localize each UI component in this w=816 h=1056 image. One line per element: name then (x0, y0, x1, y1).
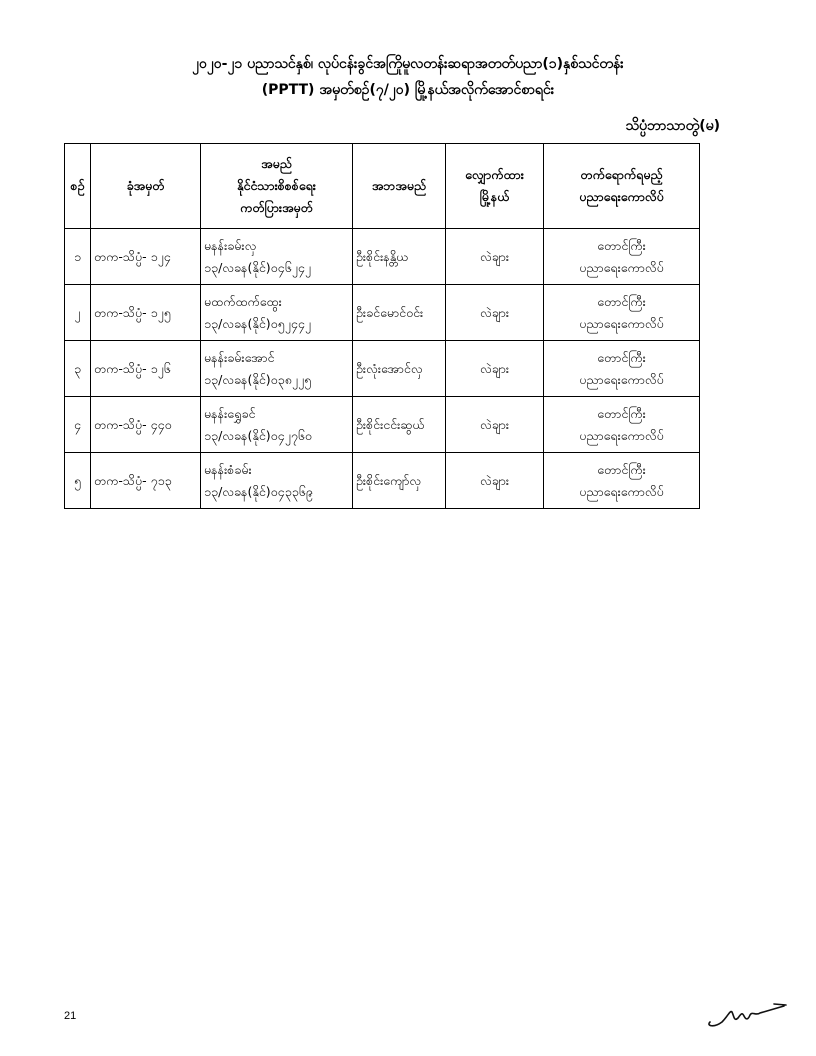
column-header-line: အမည် (261, 156, 292, 171)
serial-cell: ၃ (65, 341, 91, 397)
table-row (65, 341, 700, 397)
college-city: တောင်ကြီး (597, 237, 646, 253)
college-cell (544, 341, 700, 397)
nrc-number: ၁၃/လခန(နိုင်)၀၄၆၂၄၂ (204, 259, 312, 275)
column-header (353, 144, 446, 229)
father-name-cell: ဦးလုံးအောင်လှ (353, 341, 446, 397)
student-name: မနန်းစံခမ်း (204, 461, 252, 477)
table-row (65, 229, 700, 285)
column-header (91, 144, 201, 229)
table-row (65, 397, 700, 453)
name-nrc-cell (201, 453, 353, 509)
column-header-line: စဉ် (70, 178, 85, 193)
column-header (201, 144, 353, 229)
roll-number-cell: တက-သိပ္ပံ- ၁၂၅ (91, 285, 201, 341)
township-cell: လဲချား (446, 453, 544, 509)
results-table (64, 143, 700, 509)
student-name: မနန်းရွှေခင် (204, 405, 256, 421)
subject-group-label: သိပ္ပံဘာသာတွဲ(မ) (625, 118, 720, 134)
column-header (65, 144, 91, 229)
township-cell: လဲချား (446, 285, 544, 341)
college-cell (544, 453, 700, 509)
roll-number-cell: တက-သိပ္ပံ- ၄၄၀ (91, 397, 201, 453)
father-name-cell: ဦးစိုင်းငင်းဆွယ် (353, 397, 446, 453)
table-row (65, 453, 700, 509)
nrc-number: ၁၃/လခန(နိုင်)၀၃၈၂၂၅ (204, 371, 312, 387)
college-type: ပညာရေးကောလိပ် (579, 483, 664, 499)
serial-cell: ၁ (65, 229, 91, 285)
township-cell: လဲချား (446, 229, 544, 285)
column-header-line: လျှောက်ထား (465, 167, 524, 182)
college-city: တောင်ကြီး (597, 293, 646, 309)
father-name-cell: ဦးစိုင်းနန္တိယ (353, 229, 446, 285)
college-cell (544, 285, 700, 341)
nrc-number: ၁၃/လခန(နိုင်)၀၄၂၇၆၀ (204, 427, 312, 443)
roll-number-cell: တက-သိပ္ပံ- ၇၁၃ (91, 453, 201, 509)
column-header-line: ခုံအမှတ် (126, 178, 165, 193)
township-cell: လဲချား (446, 397, 544, 453)
table-row (65, 285, 700, 341)
column-header-line: ပညာရေးကောလိပ် (579, 189, 664, 204)
serial-cell: ၄ (65, 397, 91, 453)
name-nrc-cell (201, 397, 353, 453)
college-cell (544, 397, 700, 453)
township-cell: လဲချား (446, 341, 544, 397)
name-nrc-cell (201, 229, 353, 285)
roll-number-cell: တက-သိပ္ပံ- ၁၂၄ (91, 229, 201, 285)
document-title: ၂၀၂၀-၂၁ ပညာသင်နှစ်၊ လုပ်ငန်းခွင်အကြိုမူလတန်းဆရာအတတ်ပညာ(၁)နှစ်သင်တန်း (192, 56, 624, 72)
college-cell (544, 229, 700, 285)
column-header-line: နိုင်ငံသားစိစစ်ရေး (237, 178, 316, 193)
column-header (446, 144, 544, 229)
page-number: 21 (64, 1010, 77, 1022)
college-city: တောင်ကြီး (597, 349, 646, 365)
signature-mark (704, 998, 788, 1030)
serial-cell: ၂ (65, 285, 91, 341)
column-header-line: အဘအမည် (371, 178, 427, 193)
college-type: ပညာရေးကောလိပ် (579, 315, 664, 331)
college-city: တောင်ကြီး (597, 405, 646, 421)
table-header-row (65, 144, 700, 229)
college-city: တောင်ကြီး (597, 461, 646, 477)
nrc-number: ၁၃/လခန(နိုင်)၀၅၂၄၄၂ (204, 315, 312, 331)
college-type: ပညာရေးကောလိပ် (579, 259, 664, 275)
student-name: မနန်းခမ်းလှ (204, 237, 257, 253)
father-name-cell: ဦးခင်မောင်ဝင်း (353, 285, 446, 341)
column-header-line: တက်ရောက်ရမည့် (580, 167, 663, 182)
student-name: မနန်းခမ်းအောင် (204, 349, 275, 365)
column-header-line: ကတ်ပြားအမှတ် (240, 200, 313, 215)
student-name: မထက်ထက်ထွေး (204, 293, 282, 309)
name-nrc-cell (201, 285, 353, 341)
nrc-number: ၁၃/လခန(နိုင်)၀၄၃၃၆၉ (204, 483, 313, 499)
serial-cell: ၅ (65, 453, 91, 509)
roll-number-cell: တက-သိပ္ပံ- ၁၂၆ (91, 341, 201, 397)
college-type: ပညာရေးကောလိပ် (579, 371, 664, 387)
college-type: ပညာရေးကောလိပ် (579, 427, 664, 443)
column-header (544, 144, 700, 229)
column-header-line: မြို့နယ် (479, 189, 510, 204)
document-subtitle: (PPTT) အမှတ်စဉ်(၇/၂၀) မြို့နယ်အလိုက်အောင်စာရင်း (261, 82, 555, 98)
father-name-cell: ဦးစိုင်းကျော်လှ (353, 453, 446, 509)
name-nrc-cell (201, 341, 353, 397)
